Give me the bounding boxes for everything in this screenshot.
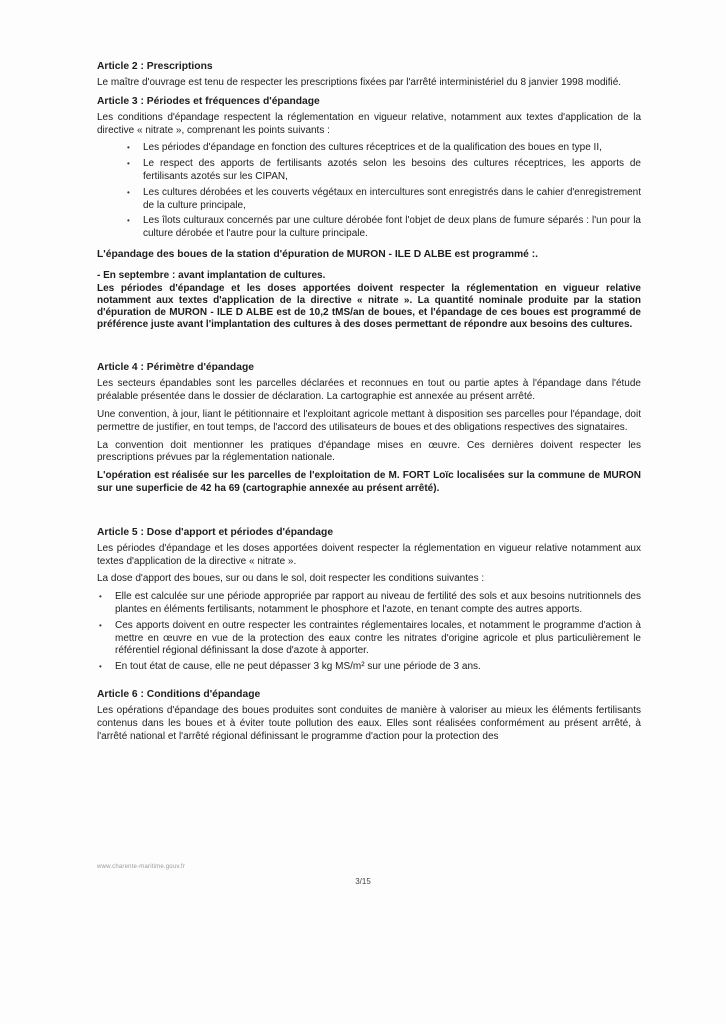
article-5-bullet-list — [97, 591, 641, 674]
list-item: • Le respect des apports de fertilisants azotés selon les besoins des cultures réceptrices, les apports de fertilisants azotés sur les CIPAN, — [97, 158, 641, 184]
list-item: • Elle est calculée sur une période appropriée par rapport au niveau de fertilité des sols et aux besoins nutritionnels des plantes en éléments fertilisants, notamment le phosphore et l'azote, en tenant compte des autres apports. — [97, 591, 641, 617]
list-item: • Les cultures dérobées et les couverts végétaux en intercultures sont enregistrés dans le cahier d'enregistrement de la culture principale, — [97, 187, 641, 213]
article-3-title: Article 3 : Périodes et fréquences d'épandage — [97, 95, 320, 107]
article-5-title: Article 5 : Dose d'apport et périodes d'épandage — [97, 526, 334, 538]
programme-heading: L'épandage des boues de la station d'épuration de MURON - ILE D ALBE est programmé :. — [97, 248, 539, 260]
article-4-bold-paragraph: L'opération est réalisée sur les parcelles de l'exploitation de M. FORT Loïc localisées sur la commune de MURON sur une superficie de 42 ha 69 (cartographie annexée au présent arrêté). — [97, 470, 641, 494]
article-4-paragraph-2: Une convention, à jour, liant le pétitionnaire et l'exploitant agricole mettant à disposition ses parcelles pour l'épandage, doit permettre de justifier, en tout temps, de l'accord des utilisateurs de boues et des obligations respectives des signataires. — [97, 408, 641, 433]
season-line: - En septembre : avant implantation de cultures. — [97, 269, 326, 281]
document-body — [97, 60, 641, 748]
page-number: 3/15 — [355, 877, 371, 886]
article-2-title: Article 2 : Prescriptions — [97, 61, 213, 72]
article-4-title: Article 4 : Périmètre d'épandage — [97, 362, 254, 374]
article-6-title: Article 6 : Conditions d'épandage — [97, 688, 261, 700]
list-item: • En tout état de cause, elle ne peut dépasser 3 kg MS/m² sur une période de 3 ans. — [97, 661, 641, 674]
article-6-paragraph: Les opérations d'épandage des boues produites sont conduites de manière à valoriser au mieux les éléments fertilisants contenus dans les boues et à éviter toute pollution des eaux. Elles sont réalisées conformément au présent arrêté, à l'arrêté national et l'arrêté régional définissant le programme d'action pour la protection des — [97, 704, 641, 742]
article-5-paragraph-1: Les périodes d'épandage et les doses apportées doivent respecter la réglementation en vigueur relative notamment aux textes d'application de la directive « nitrate ». — [97, 542, 641, 567]
article-2-paragraph: Le maître d'ouvrage est tenu de respecter les prescriptions fixées par l'arrêté interministériel du 8 janvier 1998 modifié. — [97, 77, 622, 88]
article-3-bullet-list — [97, 142, 641, 241]
article-3-bold-paragraph: Les périodes d'épandage et les doses apportées doivent respecter la réglementation en vigueur relative notamment aux textes d'application de la directive « nitrate ». La quantité nominale produite par la station d'épuration de MURON - ILE D ALBE est de 10,2 tMS/an de boues, et l'épandage de ces boues est programmé de préférence juste avant l'implantation des cultures à des doses permettant de répondre aux besoins des cultures. — [97, 282, 641, 331]
list-item: • Ces apports doivent en outre respecter les contraintes réglementaires locales, et notamment le programme d'action à mettre en œuvre en vue de la protection des eaux contre les nitrates d'origine agricole et plus particulièrement le référentiel régional définissant la dose d'azote à apporter. — [97, 620, 641, 658]
article-4-paragraph-1: Les secteurs épandables sont les parcelles déclarées et reconnues en tout ou partie aptes à l'épandage dans l'étude préalable présentée dans le dossier de déclaration. La cartographie est annexée au présent arrêté. — [97, 378, 641, 403]
list-item: • Les îlots culturaux concernés par une culture dérobée font l'objet de deux plans de fumure séparés : l'un pour la culture dérobée et l'autre pour la culture principale. — [97, 215, 641, 241]
article-3-intro: Les conditions d'épandage respectent la réglementation en vigueur relative, notamment aux textes d'application de la directive « nitrate », comprenant les points suivants : — [97, 111, 641, 136]
list-item: • Les périodes d'épandage en fonction des cultures réceptrices et de la qualification des boues en type II, — [97, 142, 641, 155]
footer-url: www.charente-maritime.gouv.fr — [97, 864, 186, 870]
article-4-paragraph-3: La convention doit mentionner les pratiques d'épandage mises en œuvre. Ces dernières doivent respecter les prescriptions prévues par la réglementation nationale. — [97, 439, 641, 464]
article-5-paragraph-2: La dose d'apport des boues, sur ou dans le sol, doit respecter les conditions suivantes : — [97, 573, 485, 585]
